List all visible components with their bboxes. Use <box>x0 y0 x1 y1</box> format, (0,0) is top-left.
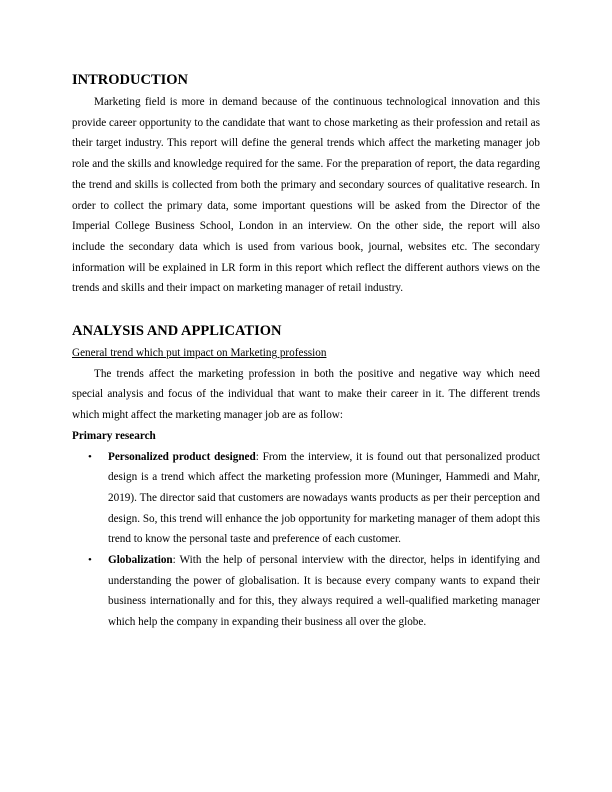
analysis-heading: ANALYSIS AND APPLICATION <box>72 323 282 340</box>
list-item-globalization <box>72 550 540 633</box>
list-item-term: Personalized product designed <box>108 450 256 463</box>
bullet-icon: • <box>88 554 92 567</box>
trend-subheading <box>72 343 540 364</box>
bullet-icon: • <box>88 450 92 463</box>
trend-list <box>72 447 540 633</box>
analysis-paragraph: The trends affect the marketing profession in both the positive and negative way which need special analysis and focus of the individual that want to make their career in it. The different trends which might affect the marketing manager job are as follow: <box>72 367 540 422</box>
list-item-text: : From the interview, it is found out that personalized product design is a trend which affect the marketing profession more (Muninger, Hammedi and Mahr, 2019). The director said that customers are nowadays wants products as per their perception and design. So, this trend will enhance the job opportunity for marketing manager of them adopt this trend to know the personal taste and preference of each customer. <box>108 450 541 546</box>
list-item-term: Globalization <box>108 554 173 567</box>
document-page <box>72 70 540 633</box>
primary-research-heading: Primary research <box>72 429 156 442</box>
list-item-personalized-product <box>72 447 540 551</box>
introduction-paragraph: Marketing field is more in demand because of the continuous technological innovation and this provide career opportunity to the candidate that want to chose marketing as their profession and retail as their target industry. This report will define the general trends which affect the marketing manager job role and the skills and knowledge required for the same. For the preparation of report, the data regarding the trend and skills is collected from both the primary and secondary sources of qualitative research. In order to collect the primary data, some important questions will be asked from the Director of the Imperial College Business School, London in an interview. On the other side, the report will also include the secondary data which is used from various book, journal, websites etc. The secondary information will be explained in LR form in this report which reflect the different authors views on the trends and skills and their impact on marketing manager of retail industry. <box>72 96 540 295</box>
trend-subheading-text: General trend which put impact on Marketing profession <box>72 347 327 360</box>
introduction-heading: INTRODUCTION <box>72 72 189 88</box>
list-item-text: : With the help of personal interview with the director, helps in identifying and understanding the power of globalisation. It is because every company wants to expand their business internationally and for this, they always required a well-qualified marketing manager which help the company in expanding their business all over the globe. <box>108 554 540 629</box>
